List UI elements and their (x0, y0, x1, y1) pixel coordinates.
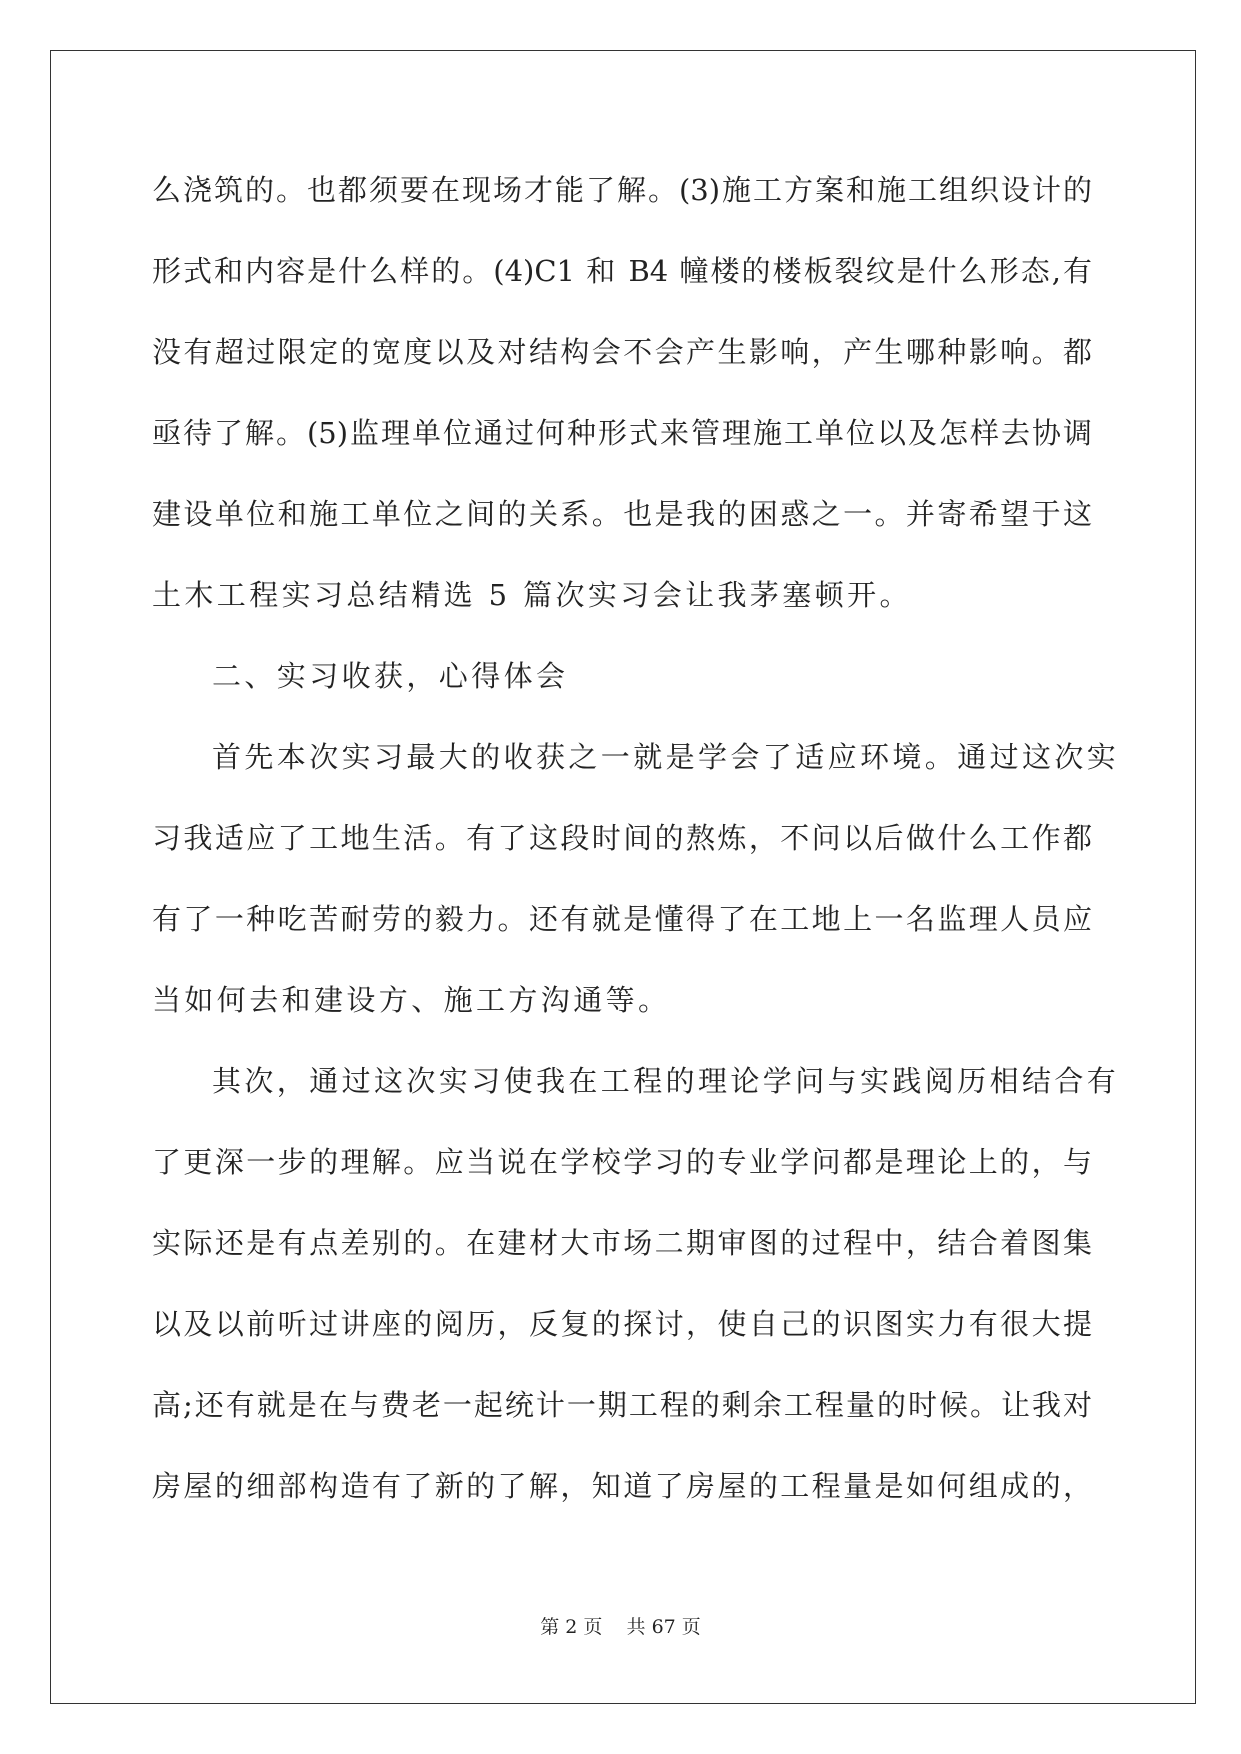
text-line: 习我适应了工地生活。有了这段时间的熬炼，不问以后做什么工作都 (152, 821, 1092, 855)
paragraph-start: 首先本次实习最大的收获之一就是学会了适应环境。通过这次实 (212, 740, 1120, 774)
text-line: 亟待了解。(5)监理单位通过何种形式来管理施工单位以及怎样去协调 (152, 416, 1092, 450)
text-line: 有了一种吃苦耐劳的毅力。还有就是懂得了在工地上一名监理人员应 (152, 902, 1092, 936)
text-line: 以及以前听过讲座的阅历，反复的探讨，使自己的识图实力有很大提 (152, 1307, 1092, 1341)
text-line: 高;还有就是在与费老一起统计一期工程的剩余工程量的时候。让我对 (152, 1388, 1092, 1422)
text-line: 土木工程实习总结精选 5 篇次实习会让我茅塞顿开。 (152, 578, 912, 612)
text-line: 建设单位和施工单位之间的关系。也是我的困惑之一。并寄希望于这 (152, 497, 1092, 531)
paragraph-start: 其次，通过这次实习使我在工程的理论学问与实践阅历相结合有 (212, 1064, 1120, 1098)
text-line: 房屋的细部构造有了新的了解，知道了房屋的工程量是如何组成的， (152, 1469, 1092, 1503)
page-number-footer: 第 2 页 共 67 页 (540, 1616, 701, 1638)
text-line: 没有超过限定的宽度以及对结构会不会产生影响，产生哪种影响。都 (152, 335, 1092, 369)
text-line: 么浇筑的。也都须要在现场才能了解。(3)施工方案和施工组织设计的 (152, 173, 1092, 207)
text-line: 了更深一步的理解。应当说在学校学习的专业学问都是理论上的，与 (152, 1145, 1092, 1179)
document-body (152, 156, 1120, 1533)
text-line: 实际还是有点差别的。在建材大市场二期审图的过程中，结合着图集 (152, 1226, 1092, 1260)
text-line: 形式和内容是什么样的。(4)C1 和 B4 幢楼的楼板裂纹是什么形态,有 (152, 254, 1092, 288)
section-heading: 二、实习收获，心得体会 (212, 659, 569, 693)
text-line: 当如何去和建设方、施工方沟通等。 (152, 983, 671, 1017)
